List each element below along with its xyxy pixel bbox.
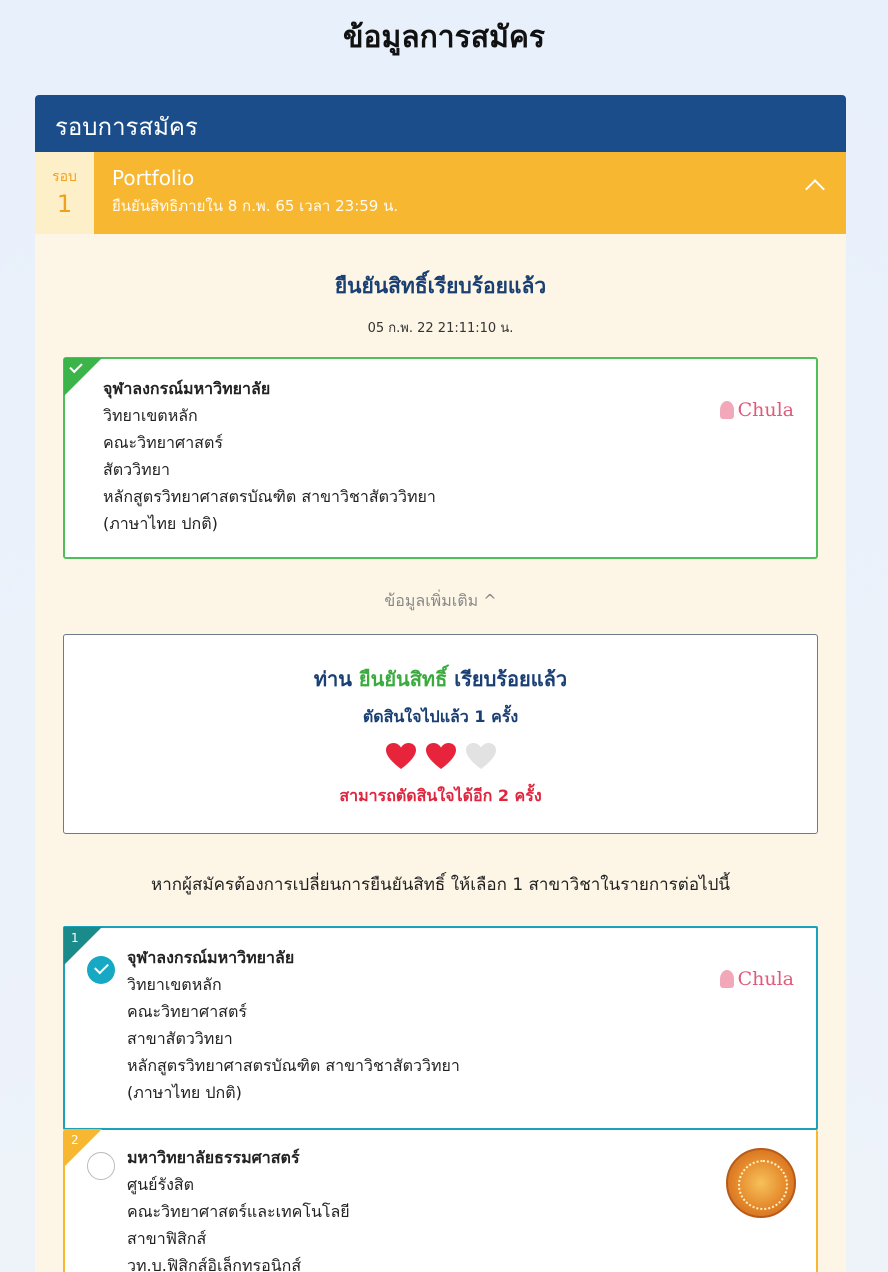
chula-emblem-icon <box>720 970 734 988</box>
round-label: รอบ <box>52 169 77 185</box>
thammasat-seal-icon <box>726 1148 796 1218</box>
university-name: มหาวิทยาลัยธรรมศาสตร์ <box>127 1148 300 1167</box>
chula-logo: Chula <box>720 399 794 421</box>
round-info <box>94 152 846 234</box>
chula-emblem-icon <box>720 401 734 419</box>
campus-name: วิทยาเขตหลัก <box>127 975 222 994</box>
program-option-2[interactable] <box>63 1130 818 1272</box>
application-card <box>35 95 846 1272</box>
round-deadline: ยืนยันสิทธิภายใน 8 ก.พ. 65 เวลา 23:59 น. <box>112 197 399 215</box>
decision-count: ตัดสินใจไปแล้ว 1 ครั้ง <box>362 707 519 726</box>
department-name: สาขาสัตววิทยา <box>127 1029 233 1048</box>
option-radio-unchecked[interactable] <box>87 1152 115 1180</box>
heart-empty-icon <box>465 742 497 774</box>
faculty-name: คณะวิทยาศาสตร์และเทคโนโลยี <box>127 1202 350 1221</box>
decision-status-box <box>63 634 818 834</box>
program-name: หลักสูตรวิทยาศาสตรบัณฑิต สาขาวิชาสัตววิทยา <box>103 487 436 506</box>
confirmed-timestamp: 05 ก.พ. 22 21:11:10 น. <box>367 321 514 336</box>
program-name: หลักสูตรวิทยาศาสตรบัณฑิต สาขาวิชาสัตววิทยา <box>127 1056 460 1075</box>
campus-name: วิทยาเขตหลัก <box>103 406 198 425</box>
round-name: Portfolio <box>112 166 195 190</box>
round-bar[interactable] <box>35 152 846 234</box>
hearts <box>64 742 817 774</box>
chula-logo: Chula <box>720 968 794 990</box>
option-index: 2 <box>71 1133 79 1147</box>
faculty-name: คณะวิทยาศาสตร์ <box>127 1002 247 1021</box>
heart-filled-icon <box>385 742 417 774</box>
page-title: ข้อมูลการสมัคร <box>342 20 546 55</box>
campus-name: ศูนย์รังสิต <box>127 1175 195 1194</box>
option-radio-checked[interactable] <box>87 956 115 984</box>
university-name: จุฬาลงกรณ์มหาวิทยาลัย <box>127 948 295 967</box>
status-headline: ท่าน ยืนยันสิทธิ์ เรียบร้อยแล้ว <box>313 667 568 691</box>
round-number-box <box>35 152 94 234</box>
round-number: 1 <box>56 190 73 218</box>
option-index: 1 <box>71 931 79 945</box>
change-instructions: หากผู้สมัครต้องการเปลี่ยนการยืนยันสิทธิ์ ให้เลือก 1 สาขาวิชาในรายการต่อไปนี้ <box>150 875 731 895</box>
program-option-1[interactable] <box>63 926 818 1130</box>
check-corner-icon <box>64 358 102 396</box>
department-name: สัตววิทยา <box>103 460 171 479</box>
university-name: จุฬาลงกรณ์มหาวิทยาลัย <box>103 379 271 398</box>
faculty-name: คณะวิทยาศาสตร์ <box>103 433 223 452</box>
program-name: วท.บ.ฟิสิกส์อิเล็กทรอนิกส์ <box>127 1256 302 1272</box>
section-header: รอบการสมัคร <box>35 95 846 152</box>
confirmed-program-card <box>63 357 818 559</box>
more-info-toggle[interactable]: ข้อมูลเพิ่มเติม ^ <box>384 591 497 610</box>
program-track: (ภาษาไทย ปกติ) <box>127 1083 242 1102</box>
heart-filled-icon <box>425 742 457 774</box>
department-name: สาขาฟิสิกส์ <box>127 1229 207 1248</box>
remaining-decisions: สามารถตัดสินใจได้อีก 2 ครั้ง <box>339 786 542 805</box>
confirmed-title: ยืนยันสิทธิ์เรียบร้อยแล้ว <box>334 274 547 298</box>
program-track: (ภาษาไทย ปกติ) <box>103 514 218 533</box>
